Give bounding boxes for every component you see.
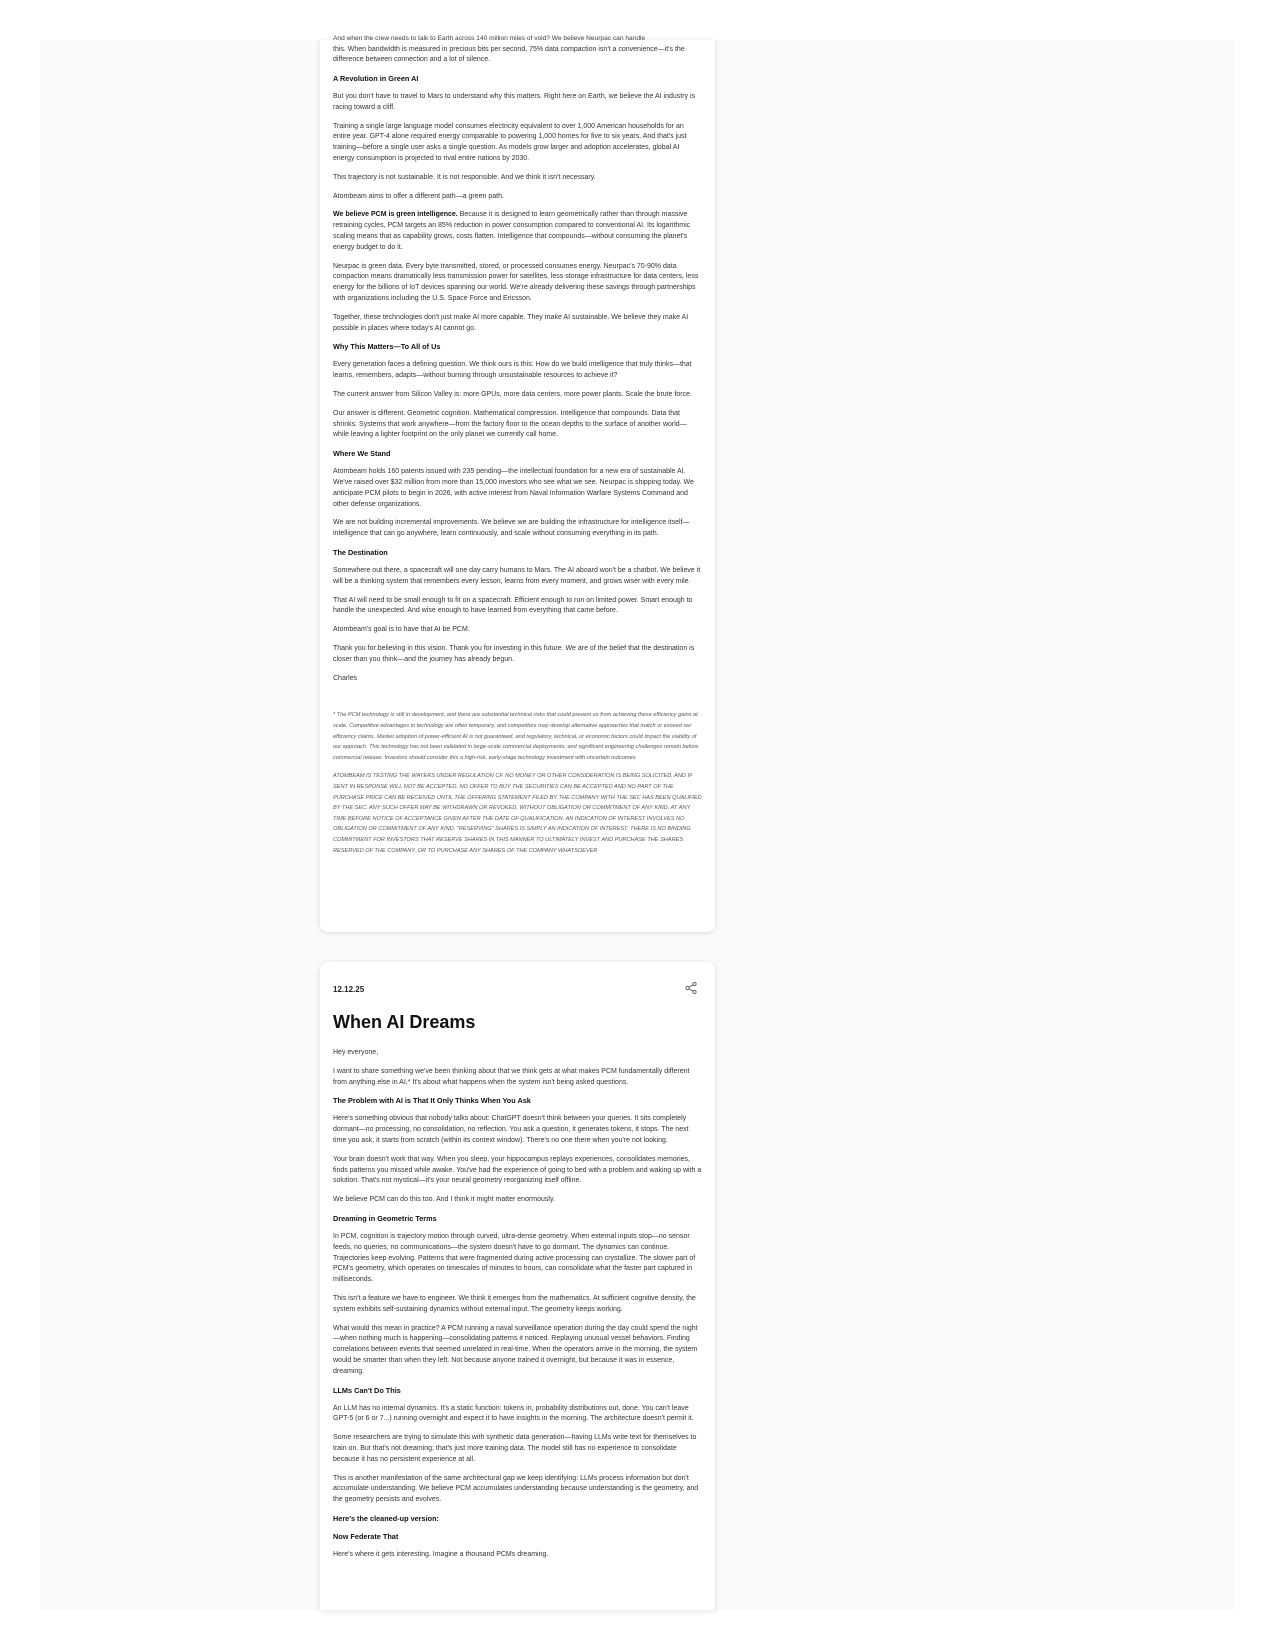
section-heading: The Problem with AI is That It Only Thinks When You Ask bbox=[333, 1096, 531, 1106]
post-date: 12.12.25 bbox=[333, 985, 365, 994]
paragraph: This is another manifestation of the same architectural gap we keep identifying: LLMs process information but don't accumulate understanding. We believe PCM accumulates understanding because understanding is the geometry, and the geometry persists and evolves. bbox=[333, 1474, 699, 1504]
share-icon[interactable] bbox=[684, 981, 698, 995]
paragraph-lead: We believe PCM is green intelligence. bbox=[333, 211, 458, 219]
section-heading: The Destination bbox=[333, 548, 388, 557]
post-card-when-ai-dreams bbox=[320, 962, 715, 1610]
paragraph: But you don't have to travel to Mars to understand why this matters. Right here on Earth, we believe the AI industry is racing toward a cliff. bbox=[333, 93, 696, 111]
paragraph: We are not building incremental improvements. We believe we are building the infrastructure for intelligence itself—intelligence that can go anywhere, learn continuously, and scale without consuming everything in its path. bbox=[333, 519, 690, 538]
regulation-cf-disclaimer: ATOMBEAM IS TESTING THE WATERS UNDER REGULATION CF. NO MONEY OR OTHER CONSIDERATION IS BEING SOLICITED, AND IF SENT IN RESPONSE WILL NOT BE ACCEPTED. NO OFFER TO BUY THE SECURITIES CAN BE ACCEPTED AND NO PART OF THE PURCHASE PRICE CAN BE RECEIVED UNTIL THE OFFERING STATEMENT FILED BY THE COMPANY WITH THE SEC HAS BEEN QUALIFIED BY THE SEC. ANY SUCH OFFER MAY BE WITHDRAWN OR REVOKED, WITHOUT OBLIGATION OR COMMITMENT OF ANY KIND, AT ANY TIME BEFORE NOTICE OF ACCEPTANCE GIVEN AFTER THE DATE OF QUALIFICATION. AN INDICATION OF INTEREST INVOLVES NO OBLIGATION OR COMMITMENT OF ANY KIND. "RESERVING" SHARES IS SIMPLY AN INDICATION OF INTEREST. THERE IS NO BINDING COMMITMENT FOR INVESTORS THAT RESERVE SHARES IN THIS MANNER TO ULTIMATELY INVEST AND PURCHASE THE SHARES RESERVED OF THE COMPANY, OR TO PURCHASE ANY SHARES OF THE COMPANY WHATSOEVER bbox=[333, 773, 702, 854]
section-heading: Why This Matters—To All of Us bbox=[333, 342, 441, 352]
post-title: When AI Dreams bbox=[333, 1012, 476, 1032]
paragraph: Atombeam holds 160 patents issued with 235 pending—the intellectual foundation for a new era of sustainable AI. We've raised over $32 million from more than 15,000 investors who see what we see. Neurpac is shipping today. We anticipate PCM pilots to begin in 2026, with active interest from Naval Information Warfare Systems Command and other defense organizations. bbox=[333, 468, 694, 508]
post-card-previous bbox=[320, 35, 715, 932]
paragraph: Atombeam's goal is to have that AI be PCM. bbox=[333, 626, 470, 634]
paragraph: In PCM, cognition is trajectory motion through curved, ultra-dense geometry. When external inputs stop—no sensor feeds, no queries, no communications—the system doesn't have to go dormant. The dynamics can continue. Trajectories keep evolving. Patterns that were fragmented during active processing can crystallize. The slower part of PCM's geometry, which operates on timescales of minutes to hours, can consolidate what the faster part captured in milliseconds. bbox=[333, 1232, 696, 1284]
paragraph-text: Because it is designed to learn geometrically rather than through massive retraining cycles, PCM targets an 85% reduction in power consumption compared to conventional AI. Its logarithmic scaling means that as capability grows, costs flatten. Intelligence that compounds—without consuming the planet's energy budget to do it. bbox=[333, 211, 691, 251]
paragraph: This trajectory is not sustainable. It is not responsible. And we think it isn't necessary. bbox=[333, 173, 596, 181]
paragraph: Hey everyone, bbox=[333, 1049, 379, 1056]
paragraph: I want to share something we've been thinking about that we think gets at what makes PCM fundamentally different from anything else in AI.* It's about what happens when the system isn't being asked questions. bbox=[333, 1067, 690, 1086]
paragraph: Together, these technologies don't just make AI more capable. They make AI sustainable. We believe they make AI possible in places where today's AI cannot go. bbox=[333, 313, 689, 332]
section-heading: Where We Stand bbox=[333, 449, 391, 459]
section-heading: Here's the cleaned-up version: bbox=[333, 1513, 439, 1523]
post-top-cut-line: And when the crew needs to talk to Earth across 140 million miles of void? We believe Neurpac can handle bbox=[333, 35, 646, 42]
technology-disclaimer: * The PCM technology is still in development, and there are substantial technical risks that could prevent us from achieving these efficiency gains at scale. Competitive advantages in technology are often temporary, and competitors may develop alternative approaches that match or exceed our efficiency claims. Market adoption of power-efficient AI is not guaranteed, and regulatory, technical, or economic factors could impact the viability of our approach. This technology has not been validated in large-scale commercial deployments, and significant engineering challenges remain before commercial release. Investors should consider this a high-risk, early-stage technology investment with uncertain outcomes. bbox=[333, 712, 699, 761]
paragraph: The current answer from Silicon Valley is: more GPUs, more data centers, more power plants. Scale the brute force. bbox=[333, 391, 692, 399]
paragraph: Somewhere out there, a spacecraft will one day carry humans to Mars. The AI aboard won't be a chatbot. We believe it will be a thinking system that remembers every lesson, learns from every moment, and grows wiser with every mile. bbox=[333, 567, 701, 585]
section-heading: A Revolution in Green AI bbox=[333, 74, 419, 84]
post-signature: Charles bbox=[333, 674, 358, 682]
paragraph: This isn't a feature we have to engineer. We think it emerges from the mathematics. At sufficient cognitive density, the system exhibits self-sustaining dynamics without external input. The geometry keeps working. bbox=[333, 1294, 696, 1313]
paragraph: this. When bandwidth is measured in precious bits per second, 75% data compaction isn't a convenience—it's the difference between connection and a lot of silence. bbox=[333, 45, 685, 64]
section-heading: Dreaming in Geometric Terms bbox=[333, 1213, 437, 1223]
paragraph: Your brain doesn't work that way. When you sleep, your hippocampus replays experiences, consolidates memories, finds patterns you missed while awake. You've had the experience of going to bed with a problem and waking up with a solution. That's not mystical—it's your neural geometry reorganizing itself offline. bbox=[333, 1155, 702, 1185]
section-heading: LLMs Can't Do This bbox=[333, 1385, 401, 1395]
paragraph: What would this mean in practice? A PCM running a naval surveillance operation during the day could spend the night—when nothing much is happening—consolidating patterns it noticed. Replaying unusual vessel behaviors. Finding correlations between events that seemed unrelated in real-time. When the operators arrive in the morning, the system would be smarter than when they left. Not because anyone trained it overnight, but because it was in essence, dreaming. bbox=[333, 1324, 698, 1375]
paragraph: Every generation faces a defining question. We think ours is this: How do we build intelligence that truly thinks—that learns, remembers, adapts—without burning through unsustainable resources to achieve it? bbox=[333, 361, 692, 380]
post-body bbox=[333, 45, 702, 666]
paragraph: Our answer is different. Geometric cognition. Mathematical compression. Intelligence that compounds. Data that shrinks. Systems that work anywhere—from the factory floor to the ocean depths to the surface of another world—while leaving a lighter footprint on the only planet we currently call home. bbox=[333, 409, 687, 439]
paragraph: Thank you for believing in this vision. Thank you for investing in this future. We are of the belief that the destination is closer than you think—and the journey has already begun. bbox=[333, 644, 695, 663]
paragraph: That AI will need to be small enough to fit on a spacecraft. Efficient enough to run on limited power. Smart enough to handle the unexpected. And wise enough to have learned from everything that came before. bbox=[333, 596, 693, 615]
paragraph bbox=[333, 210, 702, 253]
paragraph: Training a single large language model consumes electricity equivalent to over 1,000 American households for an entire year. GPT-4 alone required energy comparable to powering 1,000 homes for five to six years. And that's just training—before a single user asks a single question. As models grow larger and adoption accelerates, global AI energy consumption is projected to rival entire nations by 2030. bbox=[333, 122, 687, 163]
paragraph: We believe PCM can do this too. And I think it might matter enormously. bbox=[333, 1196, 555, 1204]
paragraph: Neurpac is green data. Every byte transmitted, stored, or processed consumes energy. Neurpac's 70-90% data compaction means dramatically less transmission power for satellites, less storage infrastructure for data centers, less energy for the billions of IoT devices spanning our world. We're already delivering these savings through partnerships with organizations including the U.S. Space Force and Ericsson. bbox=[333, 262, 699, 303]
section-heading: Now Federate That bbox=[333, 1531, 399, 1541]
paragraph: Atombeam aims to offer a different path—a green path. bbox=[333, 192, 504, 200]
paragraph: An LLM has no internal dynamics. It's a static function: tokens in, probability distributions out, done. You can't leave GPT-5 (or 6 or 7...) running overnight and expect it to have insights in the morning. The architecture doesn't permit it. bbox=[333, 1404, 694, 1423]
paragraph: Some researchers are trying to simulate this with synthetic data generation—having LLMs write text for themselves to train on. But that's not dreaming; that's just more training data. The model still has no experience to consolidate because it has no persistent experience at all. bbox=[333, 1434, 697, 1463]
post-body bbox=[333, 1048, 702, 1561]
post-header bbox=[333, 962, 702, 1010]
paragraph: Here's where it gets interesting. Imagine a thousand PCMs dreaming. bbox=[333, 1550, 549, 1558]
paragraph: Here's something obvious that nobody talks about: ChatGPT doesn't think between your queries. It sits completely dormant—no processing, no consolidation, no reflection. You ask a question, it generates tokens, it stops. The next time you ask, it starts from scratch (within its context window). There's no one there when you're not looking. bbox=[333, 1115, 689, 1144]
